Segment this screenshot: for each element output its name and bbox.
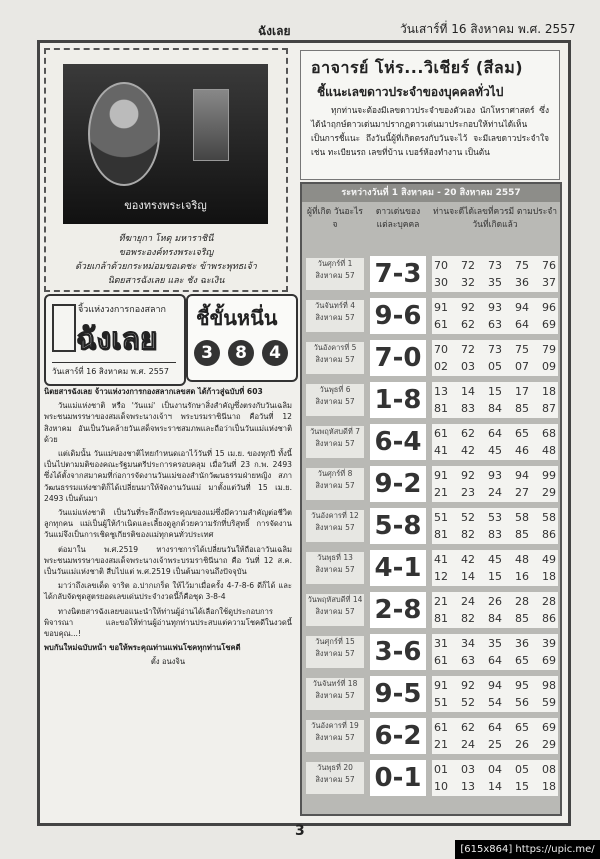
lucky-number: 75	[515, 259, 529, 272]
lucky-number: 45	[488, 553, 502, 566]
row-day	[306, 636, 364, 668]
blessing-text	[56, 232, 276, 288]
lucky-number: 34	[461, 637, 475, 650]
blessing-line: ด้วยเกล้าด้วยกระหม่อมขอเดชะ ข้าพระพุทธเจ้า	[75, 262, 257, 272]
lucky-number: 16	[515, 570, 529, 583]
row-lucky-pair: 3-6	[370, 634, 426, 670]
lucky-number: 45	[488, 444, 502, 457]
lucky-number: 13	[434, 385, 448, 398]
row-lucky-pair: 7-0	[370, 340, 426, 376]
lucky-number: 08	[542, 763, 556, 776]
lucky-number: 31	[434, 637, 448, 650]
logo-mark-icon	[52, 304, 76, 352]
editorial-article	[44, 386, 292, 671]
lucky-number: 30	[434, 276, 448, 289]
lucky-number: 64	[488, 427, 502, 440]
lucky-number: 04	[488, 763, 502, 776]
row-day-label: วันจันทร์ที่ 4	[315, 301, 355, 310]
row-numbers	[432, 676, 558, 712]
article-paragraph: วันแม่แห่งชาติ หรือ 'วันแม่' เป็นงานรักษาสิ่งสำคัญซึ่งตรงกับวันเฉลิมพระชนมพรรษาของสมเด็จพระนางเจ้าฯ พระบรมราชินีนาถ คือวันที่ 12 สิงหาคม อันเป็นวันคล้ายวันเสด็จพระราชสมภพและถือว่าเป็นวันแม่แห่งชาติด้วย	[44, 401, 292, 444]
lucky-number: 81	[434, 528, 448, 541]
article-closing: พบกันใหม่ฉบับหน้า ขอให้พระคุณท่านแฟนโชคทุกท่านโชคดี	[44, 643, 241, 653]
lucky-number: 91	[434, 679, 448, 692]
article-paragraph: มาว่าถึงเลขเด็ด จาริต อ.ปากเกร็ด ให้ไว้มาเมื่อครั้ง 4-7-8-6 ดีก็ได้ และได้กลับจัดชุดสูตรยอดเลขเด่นประจำงวดนี้ก็คือชุด 3-8-4	[44, 581, 292, 602]
table-row	[302, 464, 560, 504]
row-lucky-pair: 9-6	[370, 298, 426, 334]
lucky-number: 54	[488, 696, 502, 709]
masthead: ฉังเลย	[258, 24, 291, 38]
row-day	[306, 342, 364, 374]
number-line	[434, 570, 556, 583]
table-row	[302, 422, 560, 462]
lucky-number: 72	[461, 343, 475, 356]
lucky-number: 27	[515, 486, 529, 499]
lucky-number: 51	[434, 511, 448, 524]
article-paragraph: ทางนิตยสารฉังเลยขอแนะนำให้ท่านผู้อ่านได้เลือกใช้ดูประกอบการพิจารณา และขอให้ท่านผู้อ่านทุกท่านประสบแต่ความโชคดีในงวดนี้ ขอบคุณ...!	[44, 606, 292, 639]
column-intro: ทุกท่านจะต้องมีเลขดาวประจำของตัวเอง นักโหราศาสตร์ ซึ่งได้นำฤกษ์ดาวเด่นมาปรากฏดาวเด่นมาประกอบให้ท่านได้เห็น เป็นการชี้แนะ ถึงวันนี้ผู้ที่เกิดตรงกับวันจะไว้ จะมีเลขดาวประจำใจ เช่น ทะเบียนรถ เลขที่บ้าน เบอร์ห้องทำงาน เป็นต้น	[311, 105, 549, 157]
lucky-number: 86	[542, 528, 556, 541]
number-line	[434, 318, 556, 331]
lucky-number: 26	[515, 738, 529, 751]
lucky-number: 85	[515, 528, 529, 541]
lucky-number: 42	[461, 444, 475, 457]
row-numbers	[432, 718, 558, 754]
lucky-number: 61	[434, 654, 448, 667]
lucky-number: 92	[461, 469, 475, 482]
lucky-number: 29	[542, 486, 556, 499]
row-month-label: สิงหาคม 57	[315, 271, 355, 280]
lucky-number: 32	[461, 276, 475, 289]
table-row	[302, 380, 560, 420]
row-lucky-pair: 6-4	[370, 424, 426, 460]
lucky-number: 64	[488, 654, 502, 667]
lucky-number: 09	[542, 360, 556, 373]
lucky-number: 98	[542, 679, 556, 692]
column-author: อาจารย์ โห่ร...วิเชียร์ (สีลม)	[311, 58, 524, 77]
row-day	[306, 510, 364, 542]
row-day-label: วันอังคารที่ 12	[311, 511, 359, 520]
lucky-number: 93	[488, 301, 502, 314]
header-day: ผู้ที่เกิด วันอะไรจ	[307, 207, 363, 230]
row-day	[306, 384, 364, 416]
article-paragraph: แต่เดิมนั้น วันแม่ของชาติไทยกำหนดเอาไว้วันที่ 15 เม.ย. ของทุกปี ทั้งนี้เป็นไปตามมติของคณะรัฐมนตรีประการครอบคลุม เมื่อวันที่ 23 ก.พ. 2493 ซึ่งได้ตั้งจากสมาคมที่ก่อการจัดงานวันแม่ของสำนักวัฒนธรรมฝ่ายหญิง สภาวัฒนธรรมแห่งชาติก็ได้เปลี่ยนมาให้จัดงานวันแม่ มาตั้งแต่วันที่ 15 เม.ย. 2493 เป็นต้นมา	[44, 449, 292, 503]
table-period: ระหว่างวันที่ 1 สิงหาคม - 20 สิงหาคม 2557	[302, 184, 560, 202]
article-lead: นิตยสารฉังเลย จ้าวแห่งวงการกองสลากเลขสด ได้ก้าวสู่ฉบับที่ 603	[44, 387, 263, 396]
row-day-label: วันศุกร์ที่ 8	[317, 469, 353, 478]
lucky-number: 84	[488, 402, 502, 415]
number-line	[434, 427, 556, 440]
royal-emblem-icon	[193, 89, 229, 161]
row-day	[306, 468, 364, 500]
number-line	[434, 612, 556, 625]
lucky-number: 15	[515, 780, 529, 793]
row-month-label: สิงหาคม 57	[315, 313, 355, 322]
lucky-number: 46	[515, 444, 529, 457]
lucky-number: 96	[542, 301, 556, 314]
column-subtitle: ชี้แนะเลขดาวประจำของบุคคลทั่วไป	[317, 85, 504, 99]
lucky-number: 70	[434, 343, 448, 356]
row-day	[306, 594, 364, 626]
row-day	[306, 720, 364, 752]
table-row	[302, 296, 560, 336]
row-month-label: สิงหาคม 57	[315, 481, 355, 490]
lucky-number: 69	[542, 654, 556, 667]
lucky-number: 94	[515, 469, 529, 482]
header-numbers: ท่านจะดีได้เลขที่ควรมี ตามประจำวันที่เกิดแล้ว	[432, 207, 558, 230]
row-numbers	[432, 466, 558, 502]
lucky-number: 17	[515, 385, 529, 398]
lucky-number: 15	[488, 570, 502, 583]
number-line	[434, 763, 556, 776]
row-numbers	[432, 634, 558, 670]
row-lucky-pair: 9-5	[370, 676, 426, 712]
lucky-number: 23	[461, 486, 475, 499]
lucky-number: 05	[515, 763, 529, 776]
lucky-number: 91	[434, 301, 448, 314]
lucky-number: 83	[488, 528, 502, 541]
row-numbers	[432, 382, 558, 418]
lucky-number: 21	[434, 738, 448, 751]
number-line	[434, 486, 556, 499]
lucky-number: 26	[488, 595, 502, 608]
lucky-number: 41	[434, 444, 448, 457]
lucky-number: 02	[434, 360, 448, 373]
lucky-number: 21	[434, 595, 448, 608]
lucky-number: 63	[488, 318, 502, 331]
lucky-number: 24	[461, 738, 475, 751]
lucky-number: 52	[461, 696, 475, 709]
number-line	[434, 301, 556, 314]
lucky-number: 14	[461, 570, 475, 583]
row-month-label: สิงหาคม 57	[315, 775, 355, 784]
row-day-label: วันพุธที่ 13	[317, 553, 353, 562]
tribute-photo	[63, 64, 268, 224]
row-day-label: วันพุธที่ 6	[319, 385, 351, 394]
article-signature: ตั้ง อนงจิน	[150, 657, 186, 667]
lucky-number: 12	[434, 570, 448, 583]
lucky-number: 05	[488, 360, 502, 373]
lucky-number: 58	[515, 511, 529, 524]
lucky-number: 18	[542, 780, 556, 793]
lucky-number: 07	[515, 360, 529, 373]
table-row	[302, 716, 560, 756]
lucky-number: 36	[515, 637, 529, 650]
number-line	[434, 444, 556, 457]
lucky-number: 52	[461, 511, 475, 524]
table-row	[302, 758, 560, 798]
table-row	[302, 674, 560, 714]
issue-date: วันเสาร์ที่ 16 สิงหาคม พ.ศ. 2557	[400, 22, 576, 36]
blessing-line: ทีฆายุกา โหตุ มหาราชินี	[118, 234, 214, 244]
row-day-label: วันศุกร์ที่ 1	[317, 259, 353, 268]
row-numbers	[432, 550, 558, 586]
lucky-number: 14	[461, 385, 475, 398]
table-rows	[302, 254, 560, 800]
row-day	[306, 552, 364, 584]
number-line	[434, 276, 556, 289]
lucky-number: 49	[542, 553, 556, 566]
astrology-column-header	[300, 50, 560, 180]
lucky-number: 58	[542, 511, 556, 524]
row-day	[306, 762, 364, 794]
lucky-number: 69	[542, 721, 556, 734]
lucky-number: 72	[461, 259, 475, 272]
row-day	[306, 258, 364, 290]
row-lucky-pair: 0-1	[370, 760, 426, 796]
lucky-number: 41	[434, 553, 448, 566]
lucky-number: 61	[434, 427, 448, 440]
logo-name: ฉังเลย	[76, 322, 158, 357]
number-line	[434, 343, 556, 356]
lucky-number: 81	[434, 612, 448, 625]
lucky-number: 10	[434, 780, 448, 793]
tribute-box	[44, 48, 288, 292]
badge-title: ชี้ขั้นหนึ่น	[196, 306, 278, 330]
row-month-label: สิงหาคม 57	[315, 397, 355, 406]
row-month-label: สิงหาคม 57	[315, 691, 355, 700]
row-lucky-pair: 1-8	[370, 382, 426, 418]
lucky-number: 82	[461, 528, 475, 541]
row-day-label: วันศุกร์ที่ 15	[315, 637, 355, 646]
lucky-number: 18	[542, 385, 556, 398]
lucky-number: 03	[461, 763, 475, 776]
lucky-number: 70	[434, 259, 448, 272]
article-paragraph: ต่อมาใน พ.ศ.2519 ทางราชการได้เปลี่ยนวันให้ถือเอาวันเฉลิมพระชนมพรรษาของสมเด็จพระนางเจ้าพระบรมราชินีนาถ คือ วันที่ 12 ส.ค. เป็นวันแม่แห่งชาติ สืบไปแต่ พ.ศ.2519 เป็นต้นมาจนถึงปัจจุบัน	[44, 544, 292, 577]
row-lucky-pair: 9-2	[370, 466, 426, 502]
lucky-number: 93	[488, 469, 502, 482]
lucky-number: 28	[542, 595, 556, 608]
lucky-number: 48	[542, 444, 556, 457]
row-month-label: สิงหาคม 57	[315, 439, 355, 448]
table-row	[302, 590, 560, 630]
lucky-number: 65	[515, 654, 529, 667]
lucky-number: 92	[461, 301, 475, 314]
watermark: [615x864] https://upic.me/	[455, 840, 600, 859]
lucky-number: 95	[515, 679, 529, 692]
row-month-label: สิงหาคม 57	[315, 607, 355, 616]
row-month-label: สิงหาคม 57	[315, 565, 355, 574]
row-day-label: วันพฤหัสบดีที่ 7	[309, 427, 361, 436]
number-line	[434, 780, 556, 793]
lucky-digit: 4	[262, 340, 288, 366]
number-line	[434, 679, 556, 692]
lucky-number: 85	[515, 402, 529, 415]
lucky-number: 35	[488, 276, 502, 289]
lucky-number: 61	[434, 721, 448, 734]
number-line	[434, 528, 556, 541]
number-line	[434, 637, 556, 650]
lucky-number: 51	[434, 696, 448, 709]
row-numbers	[432, 592, 558, 628]
lucky-number: 65	[515, 427, 529, 440]
lucky-number-table	[300, 182, 562, 816]
lucky-number: 92	[461, 679, 475, 692]
row-numbers	[432, 298, 558, 334]
lucky-number: 15	[488, 385, 502, 398]
number-line	[434, 696, 556, 709]
row-day-label: วันอังคารที่ 19	[311, 721, 359, 730]
lucky-number: 63	[461, 654, 475, 667]
number-line	[434, 360, 556, 373]
photo-caption: ของทรงพระเจริญ	[124, 199, 207, 212]
row-day-label: วันพฤหัสบดีที่ 14	[307, 595, 363, 604]
lucky-number: 84	[488, 612, 502, 625]
row-numbers	[432, 760, 558, 796]
magazine-logo	[44, 294, 186, 386]
lucky-number: 42	[461, 553, 475, 566]
lucky-number: 62	[461, 721, 475, 734]
number-line	[434, 259, 556, 272]
number-line	[434, 511, 556, 524]
lucky-number: 48	[515, 553, 529, 566]
number-line	[434, 385, 556, 398]
number-line	[434, 738, 556, 751]
number-line	[434, 402, 556, 415]
lucky-number: 76	[542, 259, 556, 272]
lucky-number: 64	[515, 318, 529, 331]
lucky-number: 53	[488, 511, 502, 524]
lucky-number: 86	[542, 612, 556, 625]
logo-date: วันเสาร์ที่ 16 สิงหาคม พ.ศ. 2557	[52, 362, 176, 378]
lucky-number-badge	[186, 294, 298, 382]
row-numbers	[432, 424, 558, 460]
lucky-number: 28	[515, 595, 529, 608]
table-row	[302, 506, 560, 546]
logo-tagline: จิ้วแห่งวงการกองสลาก	[78, 305, 167, 315]
table-row	[302, 632, 560, 672]
table-row	[302, 254, 560, 294]
lucky-number: 94	[515, 301, 529, 314]
lucky-number: 01	[434, 763, 448, 776]
lucky-number: 24	[488, 486, 502, 499]
row-month-label: สิงหาคม 57	[315, 355, 355, 364]
lucky-number: 73	[488, 259, 502, 272]
lucky-number: 65	[515, 721, 529, 734]
lucky-digit: 3	[194, 340, 220, 366]
lucky-number: 25	[488, 738, 502, 751]
lucky-number: 24	[461, 595, 475, 608]
article-paragraph: วันแม่แห่งชาติ เป็นวันที่ระลึกถึงพระคุณของแม่ซึ่งมีความสำคัญต่อชีวิตลูกทุกคน แม่เป็นผู้ให้กำเนิดและเลี้ยงดูลูกด้วยความรักที่บริสุทธิ์ การจัดงานวันแม่จึงเป็นการเชิดชูเกียรติของแม่ทุกคนทั่วประเทศ	[44, 508, 292, 540]
lucky-number: 82	[461, 612, 475, 625]
lucky-number: 94	[488, 679, 502, 692]
number-line	[434, 595, 556, 608]
lucky-number: 62	[461, 427, 475, 440]
lucky-number: 59	[542, 696, 556, 709]
number-line	[434, 469, 556, 482]
lucky-number: 85	[515, 612, 529, 625]
lucky-number: 56	[515, 696, 529, 709]
row-month-label: สิงหาคม 57	[315, 523, 355, 532]
lucky-number: 73	[488, 343, 502, 356]
lucky-digit: 8	[228, 340, 254, 366]
row-day	[306, 300, 364, 332]
row-lucky-pair: 2-8	[370, 592, 426, 628]
lucky-number: 99	[542, 469, 556, 482]
lucky-number: 13	[461, 780, 475, 793]
lucky-number: 37	[542, 276, 556, 289]
lucky-number: 21	[434, 486, 448, 499]
lucky-number: 36	[515, 276, 529, 289]
queen-portrait-image	[88, 82, 160, 186]
number-line	[434, 721, 556, 734]
row-day	[306, 426, 364, 458]
row-month-label: สิงหาคม 57	[315, 733, 355, 742]
row-numbers	[432, 256, 558, 292]
row-lucky-pair: 7-3	[370, 256, 426, 292]
lucky-number: 69	[542, 318, 556, 331]
lucky-number: 81	[434, 402, 448, 415]
number-line	[434, 553, 556, 566]
lucky-number: 64	[488, 721, 502, 734]
row-day-label: วันพุธที่ 20	[317, 763, 353, 772]
row-numbers	[432, 340, 558, 376]
lucky-number: 75	[515, 343, 529, 356]
page-number: 3	[295, 823, 305, 839]
lucky-number: 87	[542, 402, 556, 415]
header-pair: ดาวเด่นของ แต่ละบุคคล	[375, 207, 421, 230]
lucky-number: 35	[488, 637, 502, 650]
lucky-number: 39	[542, 637, 556, 650]
row-lucky-pair: 6-2	[370, 718, 426, 754]
lucky-number: 79	[542, 343, 556, 356]
lucky-number: 61	[434, 318, 448, 331]
lucky-number: 03	[461, 360, 475, 373]
row-lucky-pair: 5-8	[370, 508, 426, 544]
blessing-line: นิตยสารฉังเลย และ ชัง ฉะเงิน	[107, 276, 225, 286]
lucky-number: 68	[542, 427, 556, 440]
row-month-label: สิงหาคม 57	[315, 649, 355, 658]
table-row	[302, 548, 560, 588]
row-lucky-pair: 4-1	[370, 550, 426, 586]
row-numbers	[432, 508, 558, 544]
lucky-number: 29	[542, 738, 556, 751]
table-row	[302, 338, 560, 378]
row-day	[306, 678, 364, 710]
row-day-label: วันอังคารที่ 5	[313, 343, 357, 352]
number-line	[434, 654, 556, 667]
lucky-number: 18	[542, 570, 556, 583]
blessing-line: ขอพระองค์ทรงพระเจริญ	[118, 248, 214, 258]
lucky-number: 14	[488, 780, 502, 793]
lucky-number: 62	[461, 318, 475, 331]
lucky-number: 83	[461, 402, 475, 415]
lucky-number: 91	[434, 469, 448, 482]
row-day-label: วันจันทร์ที่ 18	[312, 679, 358, 688]
